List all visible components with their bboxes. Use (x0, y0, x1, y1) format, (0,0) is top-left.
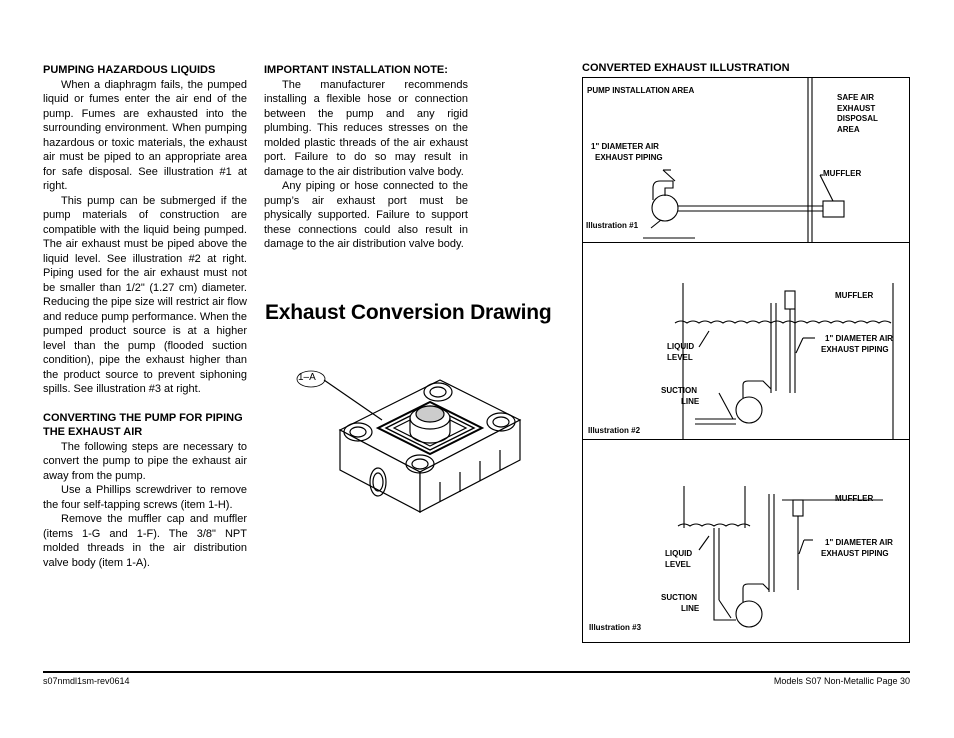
paragraph-converting-2: Use a Phillips screwdriver to remove the four self-tapping screws (item 1-H). (43, 484, 247, 511)
paragraph-converting-1: The following steps are necessary to convert the pump to pipe the exhaust air away from the pump. (43, 440, 247, 482)
label-pipe-2-line-1: 1" DIAMETER AIR (825, 334, 893, 343)
label-suction-3-line-2: LINE (681, 604, 700, 613)
label-liquid-3-line-1: LIQUID (665, 549, 693, 558)
label-suction-2-line-1: SUCTION (661, 386, 697, 395)
label-muffler-3: MUFFLER (835, 494, 874, 503)
illustration-2 (582, 242, 910, 440)
label-suction-2-line-2: LINE (681, 397, 700, 406)
label-pipe-3-line-2: EXHAUST PIPING (821, 549, 889, 558)
paragraph-hazardous-2: This pump can be submerged if the pump materials of construction are compatible with the liquid being pumped. The air exhaust must be piped above the liquid level. See illustration #2 at right. Piping used for the air exhaust must not be smaller than 1/2" (1.27 cm) diameter. Reducing the pipe size will restrict air flow and reduce pump performance. When the pumped product source is at a higher level than the pump (flooded suction condition), pipe the exhaust higher than the product source to prevent siphoning spills. See illustration #3 at right. (43, 194, 247, 395)
heading-converting-pump: CONVERTING THE PUMP FOR PIPING THE EXHAUST AIR (43, 411, 243, 438)
paragraph-hazardous-1: When a diaphragm fails, the pumped liquid or fumes enter the air end of the pump. Fumes are exhausted into the surrounding environment. When pumping hazardous or toxic materials, the exhaust air must be piped to an appropriate area for safe disposal. See illustration #1 at right. (43, 78, 247, 192)
footer-page-number: Models S07 Non-Metallic Page 30 (773, 676, 910, 686)
label-liquid-2-line-1: LIQUID (667, 342, 695, 351)
label-pipe-line-2: EXHAUST PIPING (595, 153, 663, 162)
illustration-title: CONVERTED EXHAUST ILLUSTRATION (582, 62, 790, 74)
label-muffler-2: MUFFLER (835, 291, 874, 300)
label-pipe-2-line-2: EXHAUST PIPING (821, 345, 889, 354)
caption-illustration-2: Illustration #2 (588, 426, 641, 435)
caption-illustration-1: Illustration #1 (586, 221, 639, 230)
paragraph-note-2: Any piping or hose connected to the pump’s air exhaust port must be physically supported. Failure to support these connections could also result in damage to the air distribution valve body. (264, 180, 468, 250)
drawing-title: Exhaust Conversion Drawing (265, 301, 552, 324)
valve-body-drawing (290, 362, 540, 532)
label-muffler: MUFFLER (823, 169, 862, 178)
label-safe-line-4: AREA (837, 124, 860, 134)
heading-pumping-hazardous: PUMPING HAZARDOUS LIQUIDS (43, 64, 216, 76)
label-safe-line-1: SAFE AIR (837, 93, 875, 102)
label-liquid-3-line-2: LEVEL (665, 560, 691, 569)
paragraph-note-1: The manufacturer recommends installing a flexible hose or connection between the pump and any rigid plumbing. This reduces stresses on the molded plastic threads of the air exhaust port. Failure to do so may result in damage to the air distribution valve body. (264, 78, 468, 178)
illustration-1 (582, 77, 910, 243)
label-liquid-2-line-2: LEVEL (667, 353, 693, 362)
footer-doc-code: s07nmdl1sm-rev0614 (43, 676, 130, 686)
heading-installation-note: IMPORTANT INSTALLATION NOTE: (264, 64, 448, 76)
label-suction-3-line-1: SUCTION (661, 593, 697, 602)
label-safe-line-2: EXHAUST (837, 103, 876, 113)
label-pipe-3-line-1: 1" DIAMETER AIR (825, 538, 893, 547)
paragraph-converting-3: Remove the muffler cap and muffler (items 1-G and 1-F). The 3/8" NPT molded threads in the air distribution valve body (item 1-A). (43, 513, 247, 569)
illustration-3 (582, 439, 910, 643)
callout-label: 1–A (298, 372, 316, 383)
caption-illustration-3: Illustration #3 (589, 623, 642, 632)
middle-column (264, 63, 468, 252)
valve-body-svg (290, 362, 540, 532)
footer-rule (43, 671, 910, 673)
label-pipe-line-1: 1" DIAMETER AIR (591, 142, 659, 151)
label-safe-line-3: DISPOSAL (837, 114, 878, 123)
left-column (43, 63, 247, 570)
label-pump-installation-area: PUMP INSTALLATION AREA (587, 86, 695, 95)
